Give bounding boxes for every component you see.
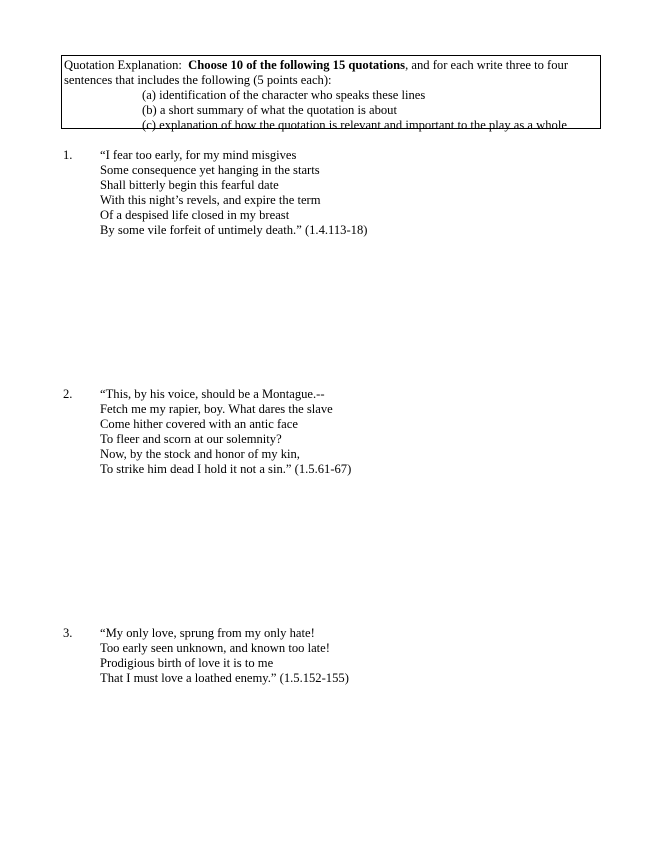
quotation-line: That I must love a loathed enemy.” (1.5.152-155) [100,671,349,685]
instructions-label: Quotation Explanation: [64,58,182,72]
quotation-text [100,387,580,477]
quotation-line: Shall bitterly begin this fearful date [100,178,279,192]
quotation-line: To fleer and scorn at our solemnity? [100,432,282,446]
instructions-bold-directive: Choose 10 of the following 15 quotations [188,58,406,72]
question-number: 2. [63,387,73,401]
quotation-line: Now, by the stock and honor of my kin, [100,447,300,461]
quotation-text [100,148,580,238]
quotation-line: By some vile forfeit of untimely death.” (1.4.113-18) [100,223,368,237]
quotation-line: “This, by his voice, should be a Montague.-- [100,387,325,401]
instructions-intro [64,58,600,88]
instructions-box [61,55,601,132]
quotation-line: “I fear too early, for my mind misgives [100,148,297,162]
quotation-line: Come hither covered with an antic face [100,417,298,431]
quotation-line: Some consequence yet hanging in the starts [100,163,320,177]
criteria-item-b: (b) a short summary of what the quotation is about [142,103,397,117]
quotation-line: Too early seen unknown, and known too late! [100,641,330,655]
criteria-item-a: (a) identification of the character who speaks these lines [142,88,426,102]
quotation-line: Of a despised life closed in my breast [100,208,290,222]
criteria-item-c: (c) explanation of how the quotation is relevant and important to the play as a whole [142,118,567,132]
question-number: 1. [63,148,73,162]
quotation-text [100,626,580,686]
quotation-line: With this night’s revels, and expire the term [100,193,321,207]
quotation-line: Fetch me my rapier, boy. What dares the slave [100,402,333,416]
question-number: 3. [63,626,73,640]
instructions-rest: , and for each write three to four sentences that includes the following (5 points each): [64,58,569,87]
criteria-list [64,88,600,133]
quotation-line: To strike him dead I hold it not a sin.” (1.5.61-67) [100,462,352,476]
quotation-line: Prodigious birth of love it is to me [100,656,274,670]
quotation-line: “My only love, sprung from my only hate! [100,626,315,640]
